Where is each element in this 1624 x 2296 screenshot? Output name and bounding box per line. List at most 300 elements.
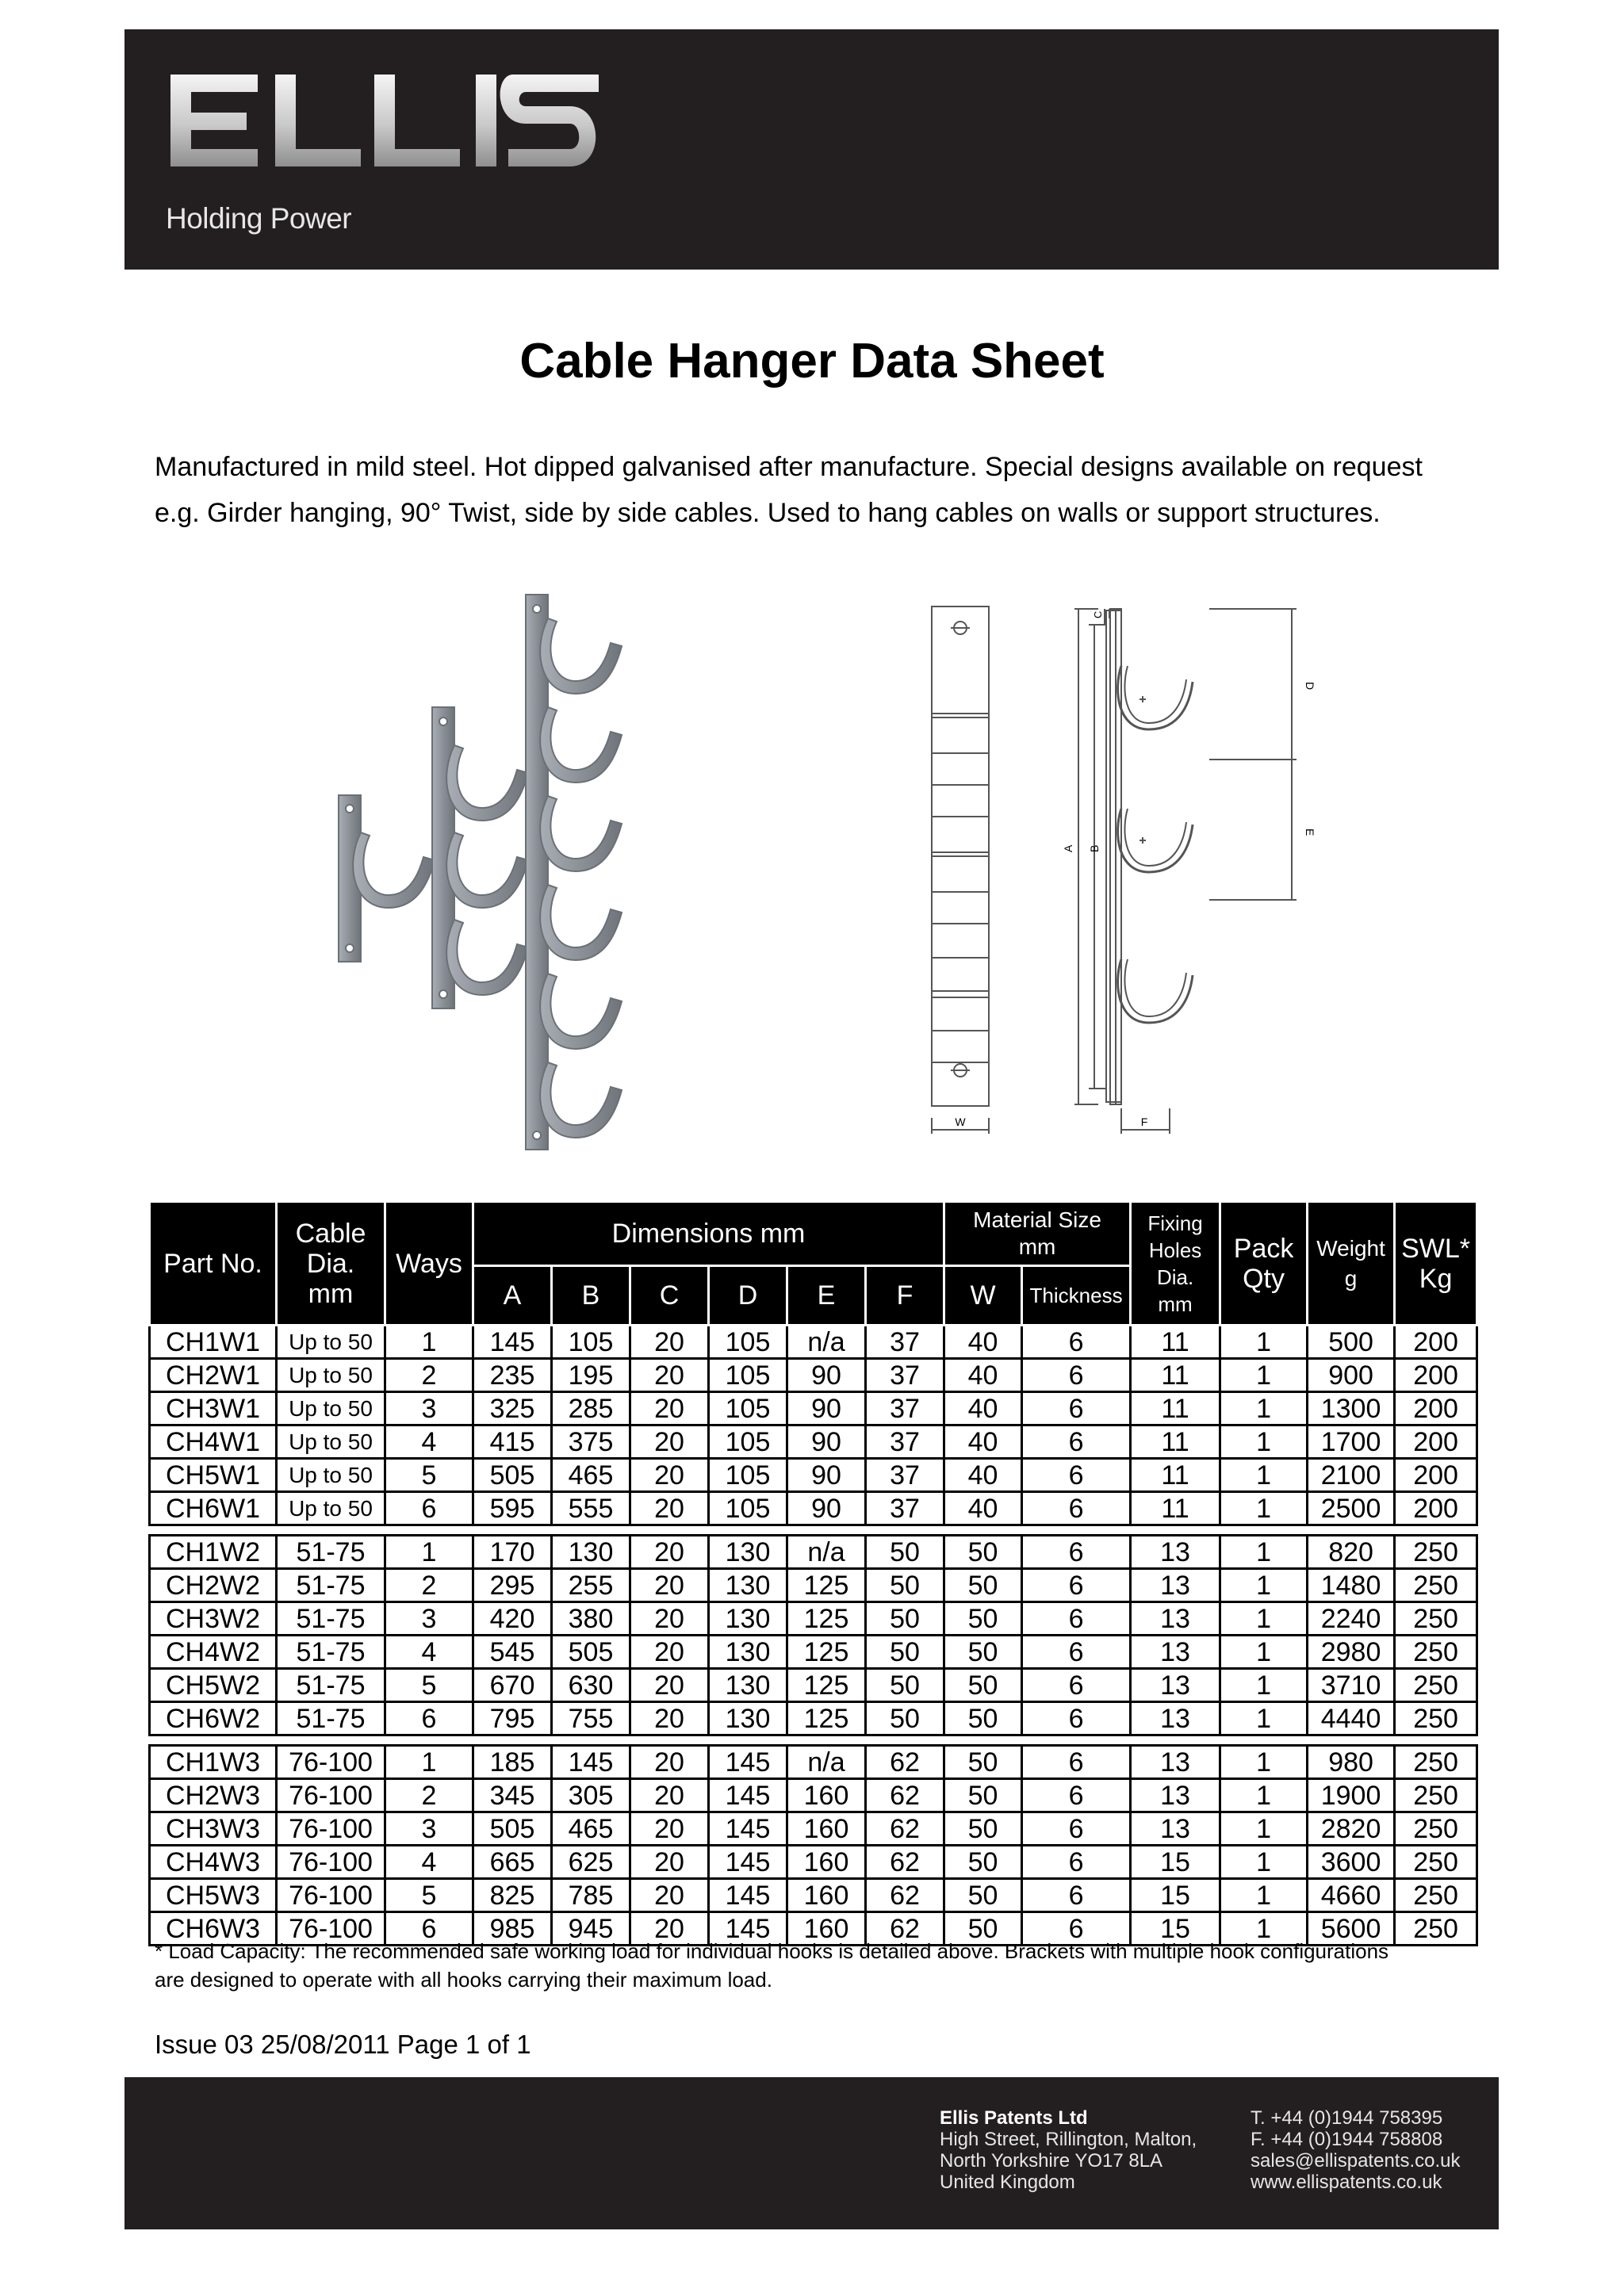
table-cell: 250	[1395, 1912, 1477, 1946]
table-cell: CH2W3	[150, 1779, 277, 1812]
table-cell: 6	[1022, 1536, 1131, 1569]
table-cell: 51-75	[277, 1536, 385, 1569]
table-cell: 505	[473, 1812, 552, 1846]
intro-line-1: Manufactured in mild steel. Hot dipped galvanised after manufacture. Special designs available on request	[155, 452, 1423, 482]
table-cell: 6	[1022, 1746, 1131, 1779]
header-fixing-holes: Fixing Holes Dia. mm	[1131, 1202, 1220, 1326]
table-cell: 985	[473, 1912, 552, 1946]
table-cell: 6	[1022, 1669, 1131, 1702]
table-cell: 90	[787, 1359, 866, 1392]
table-cell: 40	[944, 1425, 1022, 1459]
dim-label-b: B	[1088, 844, 1101, 852]
table-cell: CH4W3	[150, 1846, 277, 1879]
header-mat-w: W	[944, 1266, 1022, 1326]
table-cell: 20	[630, 1459, 709, 1492]
table-cell: 160	[787, 1779, 866, 1812]
table-cell: 380	[552, 1602, 630, 1636]
table-cell: 145	[709, 1846, 787, 1879]
table-cell: CH1W3	[150, 1746, 277, 1779]
header-banner	[124, 29, 1499, 270]
header-dimensions: Dimensions mm	[473, 1202, 944, 1266]
header-material-size: Material Size mm	[944, 1202, 1131, 1266]
table-cell: 76-100	[277, 1846, 385, 1879]
table-cell: 250	[1395, 1746, 1477, 1779]
table-cell: 105	[709, 1425, 787, 1459]
hanger-photo	[339, 595, 622, 1150]
table-cell: 6	[385, 1492, 473, 1525]
table-cell: 50	[944, 1812, 1022, 1846]
table-row	[150, 1602, 1477, 1636]
table-cell: 5	[385, 1879, 473, 1912]
table-cell: 5	[385, 1669, 473, 1702]
table-cell: CH3W2	[150, 1602, 277, 1636]
table-cell: 130	[552, 1536, 630, 1569]
email-link[interactable]: sales@ellispatents.co.uk	[1251, 2150, 1461, 2172]
table-cell: 37	[866, 1459, 944, 1492]
table-cell: 13	[1131, 1779, 1220, 1812]
header-dim-d: D	[709, 1266, 787, 1326]
table-cell: 2	[385, 1779, 473, 1812]
table-cell: 11	[1131, 1326, 1220, 1359]
table-cell: CH5W2	[150, 1669, 277, 1702]
dim-label-w: W	[955, 1115, 966, 1128]
table-cell: 105	[709, 1459, 787, 1492]
table-cell: 62	[866, 1812, 944, 1846]
table-cell: 160	[787, 1846, 866, 1879]
table-cell: 20	[630, 1779, 709, 1812]
table-row	[150, 1392, 1477, 1425]
table-cell: 76-100	[277, 1879, 385, 1912]
table-cell: 900	[1308, 1359, 1395, 1392]
table-cell: 37	[866, 1392, 944, 1425]
table-cell: 465	[552, 1459, 630, 1492]
table-cell: 1	[1220, 1425, 1308, 1459]
table-cell: Up to 50	[277, 1459, 385, 1492]
table-cell: 6	[1022, 1392, 1131, 1425]
table-cell: 6	[1022, 1569, 1131, 1602]
table-cell: 250	[1395, 1602, 1477, 1636]
table-cell: 20	[630, 1879, 709, 1912]
table-cell: 1700	[1308, 1425, 1395, 1459]
table-cell: n/a	[787, 1746, 866, 1779]
table-cell: 6	[1022, 1912, 1131, 1946]
table-cell: CH2W1	[150, 1359, 277, 1392]
fax-number: F. +44 (0)1944 758808	[1251, 2129, 1443, 2150]
table-cell: 11	[1131, 1459, 1220, 1492]
header-pack-qty: Pack Qty	[1220, 1202, 1308, 1326]
table-cell: 40	[944, 1459, 1022, 1492]
table-cell: 40	[944, 1492, 1022, 1525]
table-cell: 250	[1395, 1702, 1477, 1735]
table-row	[150, 1812, 1477, 1846]
table-cell: 125	[787, 1669, 866, 1702]
spec-table	[148, 1200, 1478, 1946]
issue-info: Issue 03 25/08/2011 Page 1 of 1	[155, 2030, 531, 2059]
table-cell: 200	[1395, 1359, 1477, 1392]
table-cell: 90	[787, 1425, 866, 1459]
table-cell: 6	[1022, 1846, 1131, 1879]
table-cell: 20	[630, 1669, 709, 1702]
table-cell: 2980	[1308, 1636, 1395, 1669]
table-cell: 670	[473, 1669, 552, 1702]
header-dim-c: C	[630, 1266, 709, 1326]
table-cell: 2100	[1308, 1459, 1395, 1492]
footer-banner	[124, 2077, 1499, 2229]
table-cell: 325	[473, 1392, 552, 1425]
table-cell: 125	[787, 1702, 866, 1735]
table-cell: 76-100	[277, 1779, 385, 1812]
table-cell: 5	[385, 1459, 473, 1492]
table-cell: 145	[709, 1912, 787, 1946]
table-cell: 105	[709, 1492, 787, 1525]
table-cell: 6	[1022, 1779, 1131, 1812]
table-cell: 1	[1220, 1779, 1308, 1812]
table-cell: 1	[1220, 1492, 1308, 1525]
table-cell: 51-75	[277, 1569, 385, 1602]
table-cell: 5600	[1308, 1912, 1395, 1946]
table-cell: CH1W1	[150, 1326, 277, 1359]
table-cell: 1	[1220, 1702, 1308, 1735]
table-cell: 4	[385, 1425, 473, 1459]
table-cell: 50	[866, 1536, 944, 1569]
table-row	[150, 1326, 1477, 1359]
table-cell: CH4W2	[150, 1636, 277, 1669]
table-row	[150, 1746, 1477, 1779]
table-cell: 250	[1395, 1846, 1477, 1879]
header-dim-e: E	[787, 1266, 866, 1326]
table-cell: 4	[385, 1636, 473, 1669]
header-mat-thickness: Thickness	[1022, 1266, 1131, 1326]
table-cell: 40	[944, 1392, 1022, 1425]
table-cell: n/a	[787, 1326, 866, 1359]
table-cell: CH6W2	[150, 1702, 277, 1735]
table-cell: 130	[709, 1569, 787, 1602]
table-cell: 105	[709, 1326, 787, 1359]
table-cell: 90	[787, 1392, 866, 1425]
company-contact	[1251, 2107, 1461, 2193]
table-cell: 130	[709, 1536, 787, 1569]
table-cell: 1	[1220, 1459, 1308, 1492]
table-cell: 6	[1022, 1459, 1131, 1492]
table-cell: 50	[944, 1879, 1022, 1912]
table-cell: Up to 50	[277, 1326, 385, 1359]
table-cell: CH1W2	[150, 1536, 277, 1569]
table-cell: 20	[630, 1425, 709, 1459]
table-row	[150, 1879, 1477, 1912]
table-cell: 200	[1395, 1459, 1477, 1492]
table-cell: 51-75	[277, 1702, 385, 1735]
table-cell: 295	[473, 1569, 552, 1602]
table-cell: 945	[552, 1912, 630, 1946]
table-cell: 795	[473, 1702, 552, 1735]
table-cell: CH5W1	[150, 1459, 277, 1492]
note-line-2: are designed to operate with all hooks carrying their maximum load.	[155, 1968, 772, 1992]
table-cell: 545	[473, 1636, 552, 1669]
note-line-1: * Load Capacity: The recommended safe working load for individual hooks is detailed above. Brackets with multiple hook configurations	[155, 1939, 1389, 1963]
table-cell: 420	[473, 1602, 552, 1636]
table-cell: 630	[552, 1669, 630, 1702]
table-cell: CH6W3	[150, 1912, 277, 1946]
header-weight: Weight g	[1308, 1202, 1395, 1326]
table-cell: 1	[1220, 1846, 1308, 1879]
table-cell: 820	[1308, 1536, 1395, 1569]
table-cell: 145	[709, 1812, 787, 1846]
table-cell: 505	[473, 1459, 552, 1492]
table-cell: 500	[1308, 1326, 1395, 1359]
load-capacity-note	[155, 1937, 1495, 1994]
table-cell: 37	[866, 1425, 944, 1459]
intro-text	[155, 444, 1503, 536]
table-cell: 50	[944, 1746, 1022, 1779]
table-cell: 665	[473, 1846, 552, 1879]
table-cell: 20	[630, 1636, 709, 1669]
table-cell: 250	[1395, 1879, 1477, 1912]
table-cell: 6	[1022, 1812, 1131, 1846]
table-cell: 1	[1220, 1392, 1308, 1425]
table-body	[150, 1326, 1477, 1946]
table-cell: 6	[1022, 1636, 1131, 1669]
table-cell: 130	[709, 1636, 787, 1669]
table-cell: 37	[866, 1326, 944, 1359]
table-cell: 555	[552, 1492, 630, 1525]
table-cell: CH3W3	[150, 1812, 277, 1846]
table-cell: 62	[866, 1912, 944, 1946]
table-cell: 62	[866, 1779, 944, 1812]
table-cell: CH5W3	[150, 1879, 277, 1912]
table-cell: 755	[552, 1702, 630, 1735]
table-cell: 50	[944, 1702, 1022, 1735]
table-cell: 13	[1131, 1746, 1220, 1779]
table-cell: 200	[1395, 1392, 1477, 1425]
table-cell: 4	[385, 1846, 473, 1879]
table-cell: 2240	[1308, 1602, 1395, 1636]
table-cell: 76-100	[277, 1746, 385, 1779]
table-cell: 3710	[1308, 1669, 1395, 1702]
table-cell: 50	[944, 1569, 1022, 1602]
website-link[interactable]: www.ellispatents.co.uk	[1251, 2172, 1442, 2193]
table-row	[150, 1779, 1477, 1812]
table-cell: 11	[1131, 1425, 1220, 1459]
table-cell: 37	[866, 1492, 944, 1525]
table-cell: 6	[1022, 1879, 1131, 1912]
phone-number: T. +44 (0)1944 758395	[1251, 2107, 1443, 2129]
table-cell: 50	[944, 1846, 1022, 1879]
table-cell: 20	[630, 1359, 709, 1392]
table-cell: 1	[385, 1746, 473, 1779]
table-cell: 4660	[1308, 1879, 1395, 1912]
header-dim-b: B	[552, 1266, 630, 1326]
dim-label-d: D	[1304, 682, 1316, 691]
table-cell: 20	[630, 1536, 709, 1569]
table-cell: 90	[787, 1459, 866, 1492]
table-cell: 50	[944, 1636, 1022, 1669]
table-cell: CH2W2	[150, 1569, 277, 1602]
dim-label-c: C	[1092, 610, 1104, 618]
dim-label-f: F	[1140, 1115, 1148, 1128]
table-cell: 160	[787, 1912, 866, 1946]
table-cell: 1	[1220, 1569, 1308, 1602]
table-row	[150, 1459, 1477, 1492]
table-cell: 50	[866, 1602, 944, 1636]
address-line-1: High Street, Rillington, Malton,	[940, 2129, 1197, 2150]
group-spacer	[150, 1525, 1477, 1536]
table-cell: 20	[630, 1812, 709, 1846]
table-cell: 465	[552, 1812, 630, 1846]
table-cell: 145	[709, 1879, 787, 1912]
brand-tagline: Holding Power	[166, 202, 352, 235]
table-cell: 51-75	[277, 1636, 385, 1669]
table-row	[150, 1425, 1477, 1459]
table-cell: 76-100	[277, 1912, 385, 1946]
table-cell: CH4W1	[150, 1425, 277, 1459]
table-cell: 62	[866, 1846, 944, 1879]
table-cell: 6	[385, 1912, 473, 1946]
table-cell: 235	[473, 1359, 552, 1392]
table-cell: 3	[385, 1812, 473, 1846]
page-title: Cable Hanger Data Sheet	[519, 334, 1105, 388]
table-cell: 200	[1395, 1492, 1477, 1525]
ellis-logo	[164, 65, 608, 184]
table-cell: 130	[709, 1702, 787, 1735]
table-cell: 825	[473, 1879, 552, 1912]
table-row	[150, 1669, 1477, 1702]
table-cell: 13	[1131, 1636, 1220, 1669]
table-cell: 15	[1131, 1912, 1220, 1946]
header-dim-a: A	[473, 1266, 552, 1326]
header-ways: Ways	[385, 1202, 473, 1326]
table-cell: 1	[1220, 1669, 1308, 1702]
table-cell: 200	[1395, 1326, 1477, 1359]
header-dim-f: F	[866, 1266, 944, 1326]
table-cell: 90	[787, 1492, 866, 1525]
table-cell: 250	[1395, 1536, 1477, 1569]
table-cell: 13	[1131, 1669, 1220, 1702]
table-cell: n/a	[787, 1536, 866, 1569]
table-cell: 1	[1220, 1636, 1308, 1669]
table-cell: 595	[473, 1492, 552, 1525]
table-cell: 50	[944, 1912, 1022, 1946]
side-view-drawing	[1074, 609, 1297, 1134]
table-cell: 50	[944, 1536, 1022, 1569]
table-cell: 105	[552, 1326, 630, 1359]
table-cell: 125	[787, 1569, 866, 1602]
table-row	[150, 1636, 1477, 1669]
table-cell: 51-75	[277, 1602, 385, 1636]
table-cell: CH3W1	[150, 1392, 277, 1425]
table-cell: 2	[385, 1569, 473, 1602]
table-cell: 51-75	[277, 1669, 385, 1702]
table-cell: 1300	[1308, 1392, 1395, 1425]
table-cell: 125	[787, 1602, 866, 1636]
table-cell: 1	[1220, 1602, 1308, 1636]
table-cell: 13	[1131, 1702, 1220, 1735]
table-cell: CH6W1	[150, 1492, 277, 1525]
table-cell: 13	[1131, 1536, 1220, 1569]
table-cell: 375	[552, 1425, 630, 1459]
table-cell: 37	[866, 1359, 944, 1392]
table-cell: 1	[1220, 1912, 1308, 1946]
table-cell: 505	[552, 1636, 630, 1669]
table-cell: 20	[630, 1746, 709, 1779]
table-cell: 160	[787, 1812, 866, 1846]
table-cell: 125	[787, 1636, 866, 1669]
intro-line-2: e.g. Girder hanging, 90° Twist, side by side cables. Used to hang cables on walls or support structures.	[155, 498, 1381, 528]
table-cell: 11	[1131, 1392, 1220, 1425]
table-cell: 76-100	[277, 1812, 385, 1846]
table-cell: 345	[473, 1779, 552, 1812]
table-cell: 250	[1395, 1636, 1477, 1669]
address-line-3: United Kingdom	[940, 2172, 1075, 2193]
table-cell: 6	[1022, 1492, 1131, 1525]
table-cell: 20	[630, 1492, 709, 1525]
company-name: Ellis Patents Ltd	[940, 2107, 1088, 2129]
table-cell: 1	[385, 1536, 473, 1569]
table-cell: 1900	[1308, 1779, 1395, 1812]
table-row	[150, 1569, 1477, 1602]
table-cell: 13	[1131, 1602, 1220, 1636]
table-cell: 1	[1220, 1812, 1308, 1846]
table-cell: 170	[473, 1536, 552, 1569]
table-cell: 160	[787, 1879, 866, 1912]
table-cell: 250	[1395, 1779, 1477, 1812]
table-cell: 4440	[1308, 1702, 1395, 1735]
table-cell: 6	[1022, 1702, 1131, 1735]
table-cell: 2820	[1308, 1812, 1395, 1846]
table-cell: 40	[944, 1359, 1022, 1392]
table-cell: 145	[709, 1779, 787, 1812]
table-cell: 15	[1131, 1846, 1220, 1879]
table-cell: Up to 50	[277, 1359, 385, 1392]
table-cell: 3	[385, 1602, 473, 1636]
table-cell: 6	[1022, 1425, 1131, 1459]
table-cell: Up to 50	[277, 1425, 385, 1459]
table-cell: 6	[1022, 1359, 1131, 1392]
table-cell: 20	[630, 1392, 709, 1425]
table-cell: 195	[552, 1359, 630, 1392]
table-cell: 200	[1395, 1425, 1477, 1459]
header-swl: SWL* Kg	[1395, 1202, 1477, 1326]
table-cell: 250	[1395, 1669, 1477, 1702]
table-cell: 255	[552, 1569, 630, 1602]
table-cell: 50	[866, 1636, 944, 1669]
table-cell: 15	[1131, 1879, 1220, 1912]
table-cell: 62	[866, 1879, 944, 1912]
company-address	[940, 2107, 1197, 2193]
table-cell: 105	[709, 1359, 787, 1392]
table-cell: 50	[866, 1569, 944, 1602]
table-cell: 3600	[1308, 1846, 1395, 1879]
table-row	[150, 1492, 1477, 1525]
table-cell: 980	[1308, 1746, 1395, 1779]
table-cell: 62	[866, 1746, 944, 1779]
table-cell: 130	[709, 1602, 787, 1636]
table-cell: 145	[473, 1326, 552, 1359]
table-cell: 20	[630, 1912, 709, 1946]
table-cell: 6	[385, 1702, 473, 1735]
table-row	[150, 1536, 1477, 1569]
table-cell: 1	[1220, 1879, 1308, 1912]
table-cell: 2500	[1308, 1492, 1395, 1525]
table-cell: 6	[1022, 1602, 1131, 1636]
dim-label-a: A	[1062, 844, 1074, 852]
table-cell: Up to 50	[277, 1392, 385, 1425]
table-cell: 1	[1220, 1359, 1308, 1392]
table-cell: 50	[944, 1602, 1022, 1636]
header-part-no: Part No.	[150, 1202, 277, 1326]
table-cell: 11	[1131, 1492, 1220, 1525]
table-cell: 185	[473, 1746, 552, 1779]
dim-label-e: E	[1304, 828, 1316, 836]
